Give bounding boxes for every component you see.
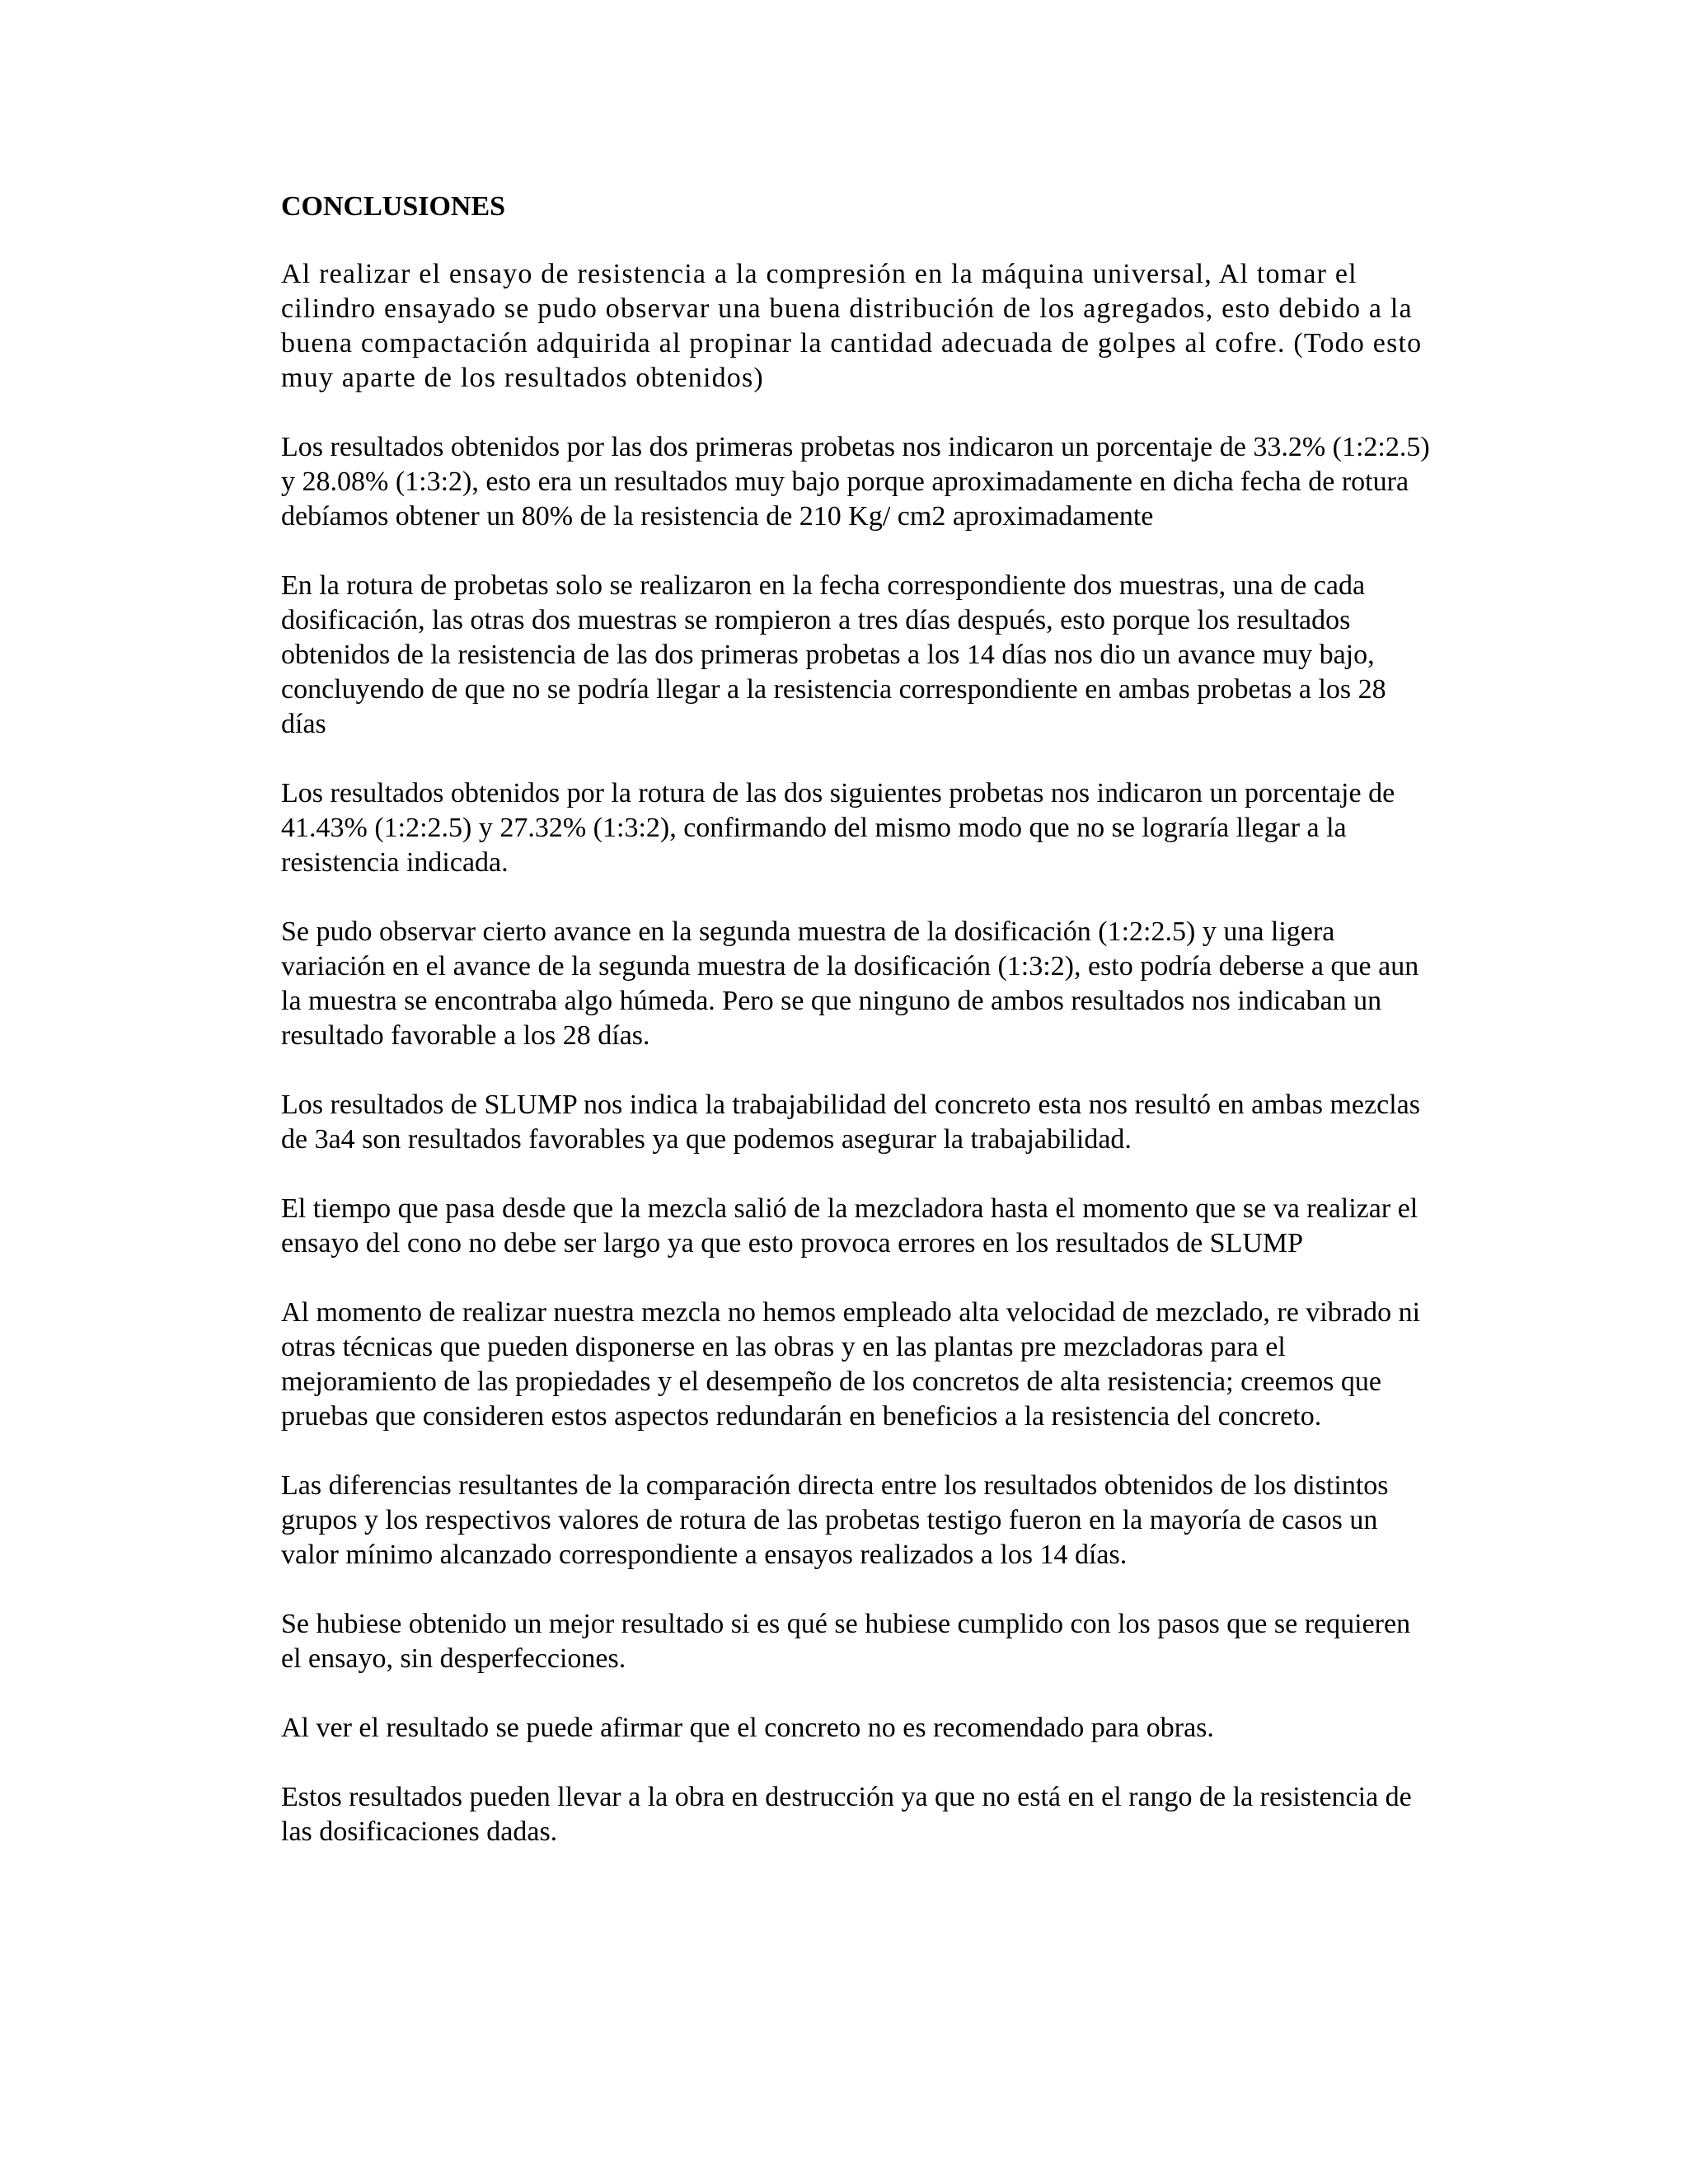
paragraph-12: Estos resultados pueden llevar a la obra en destrucción ya que no está en el rango de la resistencia de las dosificaciones dadas. bbox=[281, 1782, 1412, 1847]
paragraph-2: Los resultados obtenidos por las dos primeras probetas nos indicaron un porcentaje de 33.2% (1:2:2.5) y 28.08% (1:3:2), esto era un resultados muy bajo porque aproximadamente en dicha fecha de rotura debíamos obtener un 80% de la resistencia de 210 Kg/ cm2 aproximadamente bbox=[281, 432, 1430, 532]
paragraph-1: Al realizar el ensayo de resistencia a la compresión en la máquina universal, Al tomar el cilindro ensayado se pudo observar una buena distribución de los agregados, esto debido a la buena compactación adquirida al propinar la cantidad adecuada de golpes al cofre. (Todo esto muy aparte de los resultados obtenidos) bbox=[281, 259, 1423, 393]
paragraph-6: Los resultados de SLUMP nos indica la trabajabilidad del concreto esta nos resultó en ambas mezclas de 3a4 son resultados favorables ya que podemos asegurar la trabajabilidad. bbox=[281, 1090, 1420, 1155]
paragraph-8: Al momento de realizar nuestra mezcla no hemos empleado alta velocidad de mezclado, re vibrado ni otras técnicas que pueden disponerse en las obras y en las plantas pre mezcladoras para el mejoramiento de las propiedades y el desempeño de los concretos de alta resistencia; creemos que pruebas que consideren estos aspectos redundarán en beneficios a la resistencia del concreto. bbox=[281, 1297, 1421, 1432]
paragraph-9: Las diferencias resultantes de la comparación directa entre los resultados obtenidos de los distintos grupos y los respectivos valores de rotura de las probetas testigo fueron en la mayoría de casos un valor mínimo alcanzado correspondiente a ensayos realizados a los 14 días. bbox=[281, 1470, 1389, 1570]
document-title: CONCLUSIONES bbox=[281, 191, 506, 222]
paragraph-4: Los resultados obtenidos por la rotura de las dos siguientes probetas nos indicaron un porcentaje de 41.43% (1:2:2.5) y 27.32% (1:3:2), confirmando del mismo modo que no se lograría llegar a la resistencia indicada. bbox=[281, 778, 1395, 878]
paragraph-7: El tiempo que pasa desde que la mezcla salió de la mezcladora hasta el momento que se va realizar el ensayo del cono no debe ser largo ya que esto provoca errores en los resultados de SLUMP bbox=[281, 1193, 1418, 1258]
paragraph-3: En la rotura de probetas solo se realizaron en la fecha correspondiente dos muestras, una de cada dosificación, las otras dos muestras se rompieron a tres días después, esto porque los resultados obtenidos de la resistencia de las dos primeras probetas a los 14 días nos dio un avance muy bajo, concluyendo de que no se podría llegar a la resistencia correspondiente en ambas probetas a los 28 días bbox=[281, 570, 1386, 739]
paragraph-5: Se pudo observar cierto avance en la segunda muestra de la dosificación (1:2:2.5) y una ligera variación en el avance de la segunda muestra de la dosificación (1:3:2), esto podría deberse a que aun la muestra se encontraba algo húmeda. Pero se que ninguno de ambos resultados nos indicaban un resultado favorable a los 28 días. bbox=[281, 916, 1419, 1051]
paragraph-11: Al ver el resultado se puede afirmar que el concreto no es recomendado para obras. bbox=[281, 1713, 1214, 1743]
paragraph-10: Se hubiese obtenido un mejor resultado si es qué se hubiese cumplido con los pasos que se requieren el ensayo, sin desperfecciones. bbox=[281, 1609, 1411, 1674]
document-body bbox=[281, 190, 1435, 1884]
